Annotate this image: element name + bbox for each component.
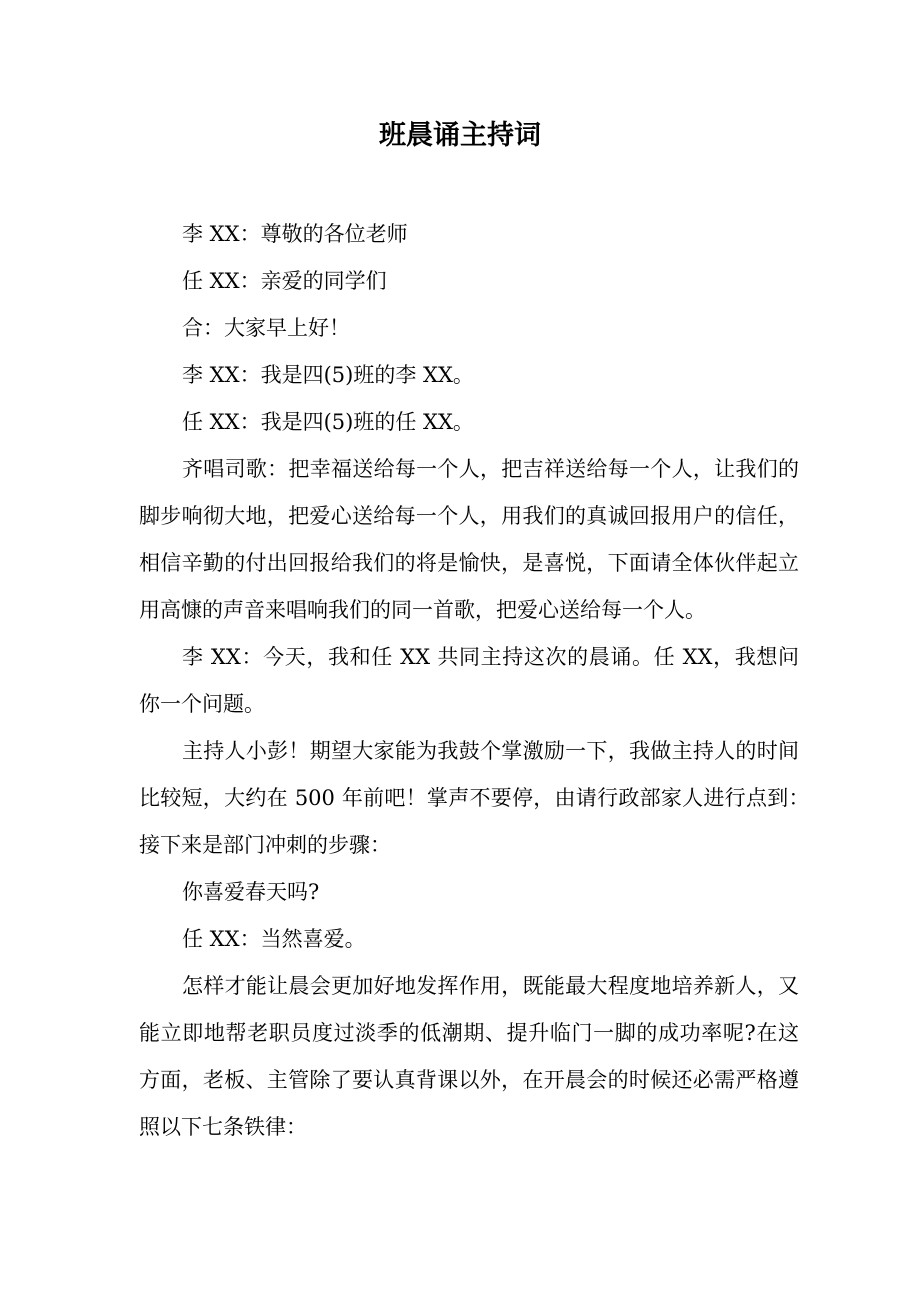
paragraph-spring-question: 你喜爱春天吗? [182, 880, 320, 904]
document-body [139, 211, 827, 1151]
paragraph-greeting-teachers: 李 XX：尊敬的各位老师 [182, 222, 408, 246]
paragraph-greeting-together: 合：大家早上好！ [182, 316, 350, 340]
paragraph-host-xiaopeng: 主持人小彭！期望大家能为我鼓个掌激励一下，我做主持人的时间比较短，大约在 500 年前吧！掌声不要停，由请行政部家人进行点到： 接下来是部门冲刺的步骤： [139, 739, 827, 857]
paragraph-company-song: 齐唱司歌：把幸福送给每一个人，把吉祥送给每一个人，让我们的脚步响彻大地，把爱心送给每一个人，用我们的真诚回报用户的信任，相信辛勤的付出回报给我们的将是愉快，是喜悦，下面请全体伙伴起立用高慷的声音来唱响我们的同一首歌，把爱心送给每一个人。 [139, 457, 799, 622]
paragraph-greeting-students: 任 XX：亲爱的同学们 [182, 269, 387, 293]
paragraph-intro-li: 李 XX：我是四(5)班的李 XX。 [182, 363, 474, 387]
paragraph-morning-meeting-rules: 怎样才能让晨会更加好地发挥作用，既能最大程度地培养新人，又能立即地帮老职员度过淡季的低潮期、提升临门一脚的成功率呢?在这方面，老板、主管除了要认真背课以外，在开晨会的时候还必需严格遵照以下七条铁律： [139, 974, 799, 1139]
paragraph-intro-ren: 任 XX：我是四(5)班的任 XX。 [182, 410, 474, 434]
paragraph-ren-answer: 任 XX：当然喜爱。 [182, 927, 366, 951]
paragraph-li-question: 李 XX：今天，我和任 XX 共同主持这次的晨诵。任 XX，我想问你一个问题。 [139, 645, 799, 716]
document-title: 班晨诵主持词 [379, 120, 541, 151]
